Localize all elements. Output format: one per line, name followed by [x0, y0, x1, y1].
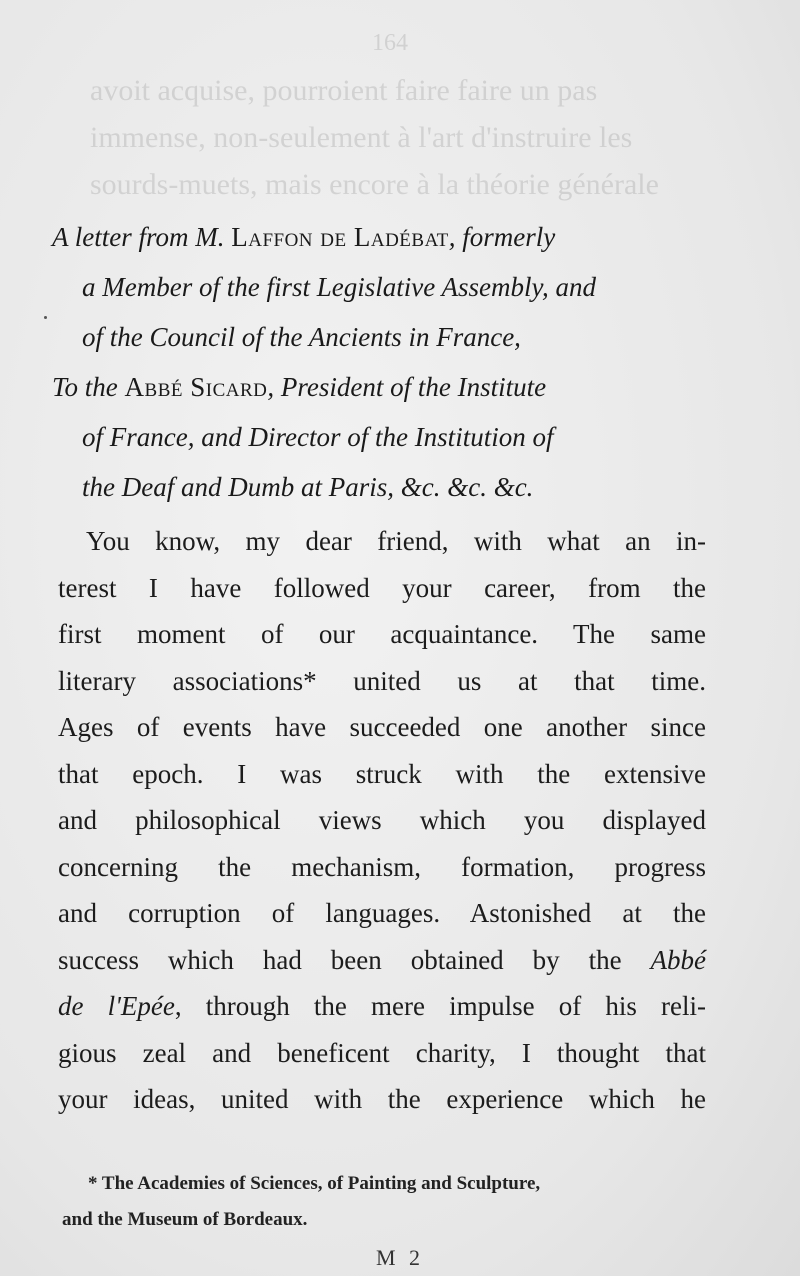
- heading-line: A letter from M. Laffon de Ladébat, formerly: [52, 222, 556, 252]
- body-line: success which had been obtained by the Abbé: [58, 944, 706, 975]
- body-line: that epoch. I was struck with the extensive: [58, 758, 706, 789]
- ink-speck: [44, 316, 47, 319]
- bleed-through-text: [90, 20, 770, 208]
- letter-heading: [52, 212, 752, 512]
- body-line: first moment of our acquaintance. The same: [58, 619, 706, 649]
- footnote-line: and the Museum of Bordeaux.: [62, 1209, 308, 1230]
- heading-line: To the Abbé Sicard, President of the Institute: [52, 372, 547, 402]
- footnote: [62, 1166, 722, 1238]
- body-line: concerning the mechanism, formation, progress: [58, 851, 706, 882]
- body-line: Ages of events have succeeded one another since: [58, 712, 706, 742]
- heading-line: a Member of the first Legislative Assembly, and: [82, 272, 596, 302]
- body-line: and philosophical views which you displayed: [58, 805, 706, 835]
- body-line: gious zeal and beneficent charity, I thought that: [58, 1037, 706, 1068]
- heading-line: of the Council of the Ancients in France,: [82, 322, 521, 352]
- heading-line: of France, and Director of the Institution of: [82, 422, 554, 452]
- body-line: and corruption of languages. Astonished at the: [58, 898, 706, 928]
- body-line: de l'Epée, through the mere impulse of his reli-: [58, 991, 706, 1021]
- body-line: You know, my dear friend, with what an in-: [86, 526, 706, 556]
- signature-mark: M 2: [375, 1245, 425, 1270]
- body-line: terest I have followed your career, from the: [58, 572, 706, 603]
- footnote-line: * The Academies of Sciences, of Painting and Sculpture,: [88, 1173, 541, 1194]
- bleed-line: sourds-muets, mais encore à la théorie générale: [90, 168, 659, 201]
- author-name: Laffon de Ladébat: [231, 222, 449, 252]
- italic-name: de l'Epée: [58, 991, 175, 1021]
- recipient-name: Abbé Sicard: [124, 372, 268, 402]
- bleed-line: immense, non-seulement à l'art d'instruire les: [90, 121, 633, 154]
- heading-line: the Deaf and Dumb at Paris, &c. &c. &c.: [82, 472, 534, 502]
- bleed-page-number: 164: [372, 30, 408, 56]
- body-line: literary associations* united us at that time.: [58, 665, 706, 696]
- bleed-line: avoit acquise, pourroient faire faire un pas: [90, 74, 598, 107]
- body-line: your ideas, united with the experience which he: [58, 1084, 706, 1114]
- italic-name: Abbé: [650, 944, 706, 975]
- letter-body: [58, 518, 706, 1123]
